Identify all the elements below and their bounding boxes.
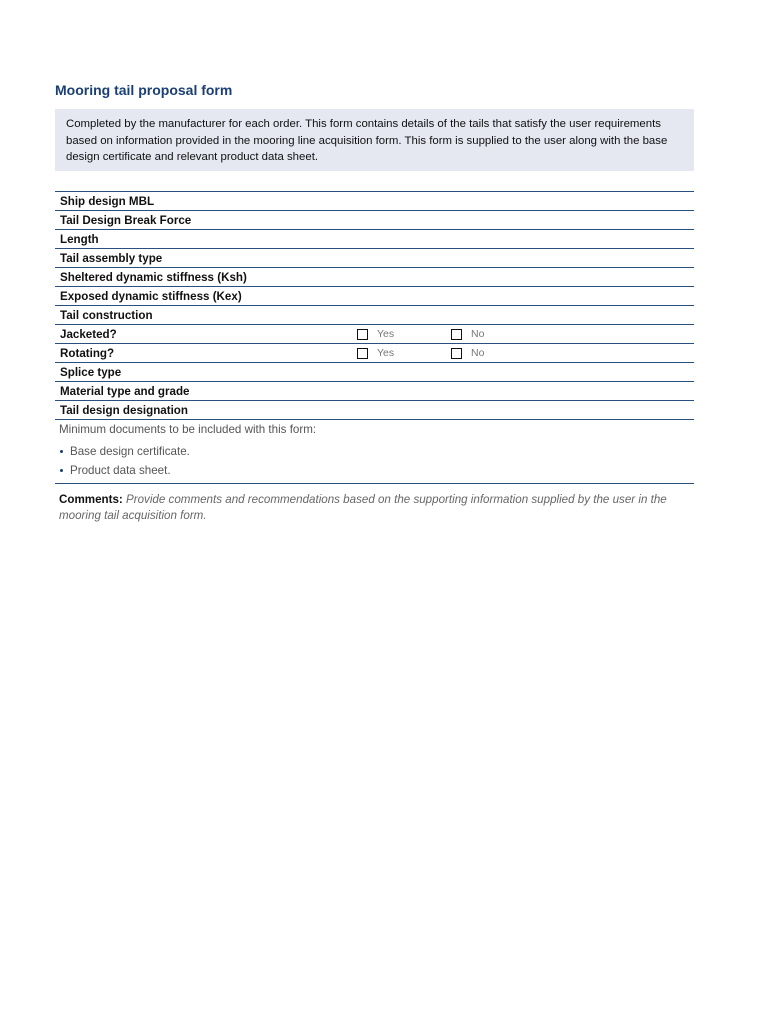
jacketed-no-option[interactable] (451, 328, 484, 340)
document-name: Base design certificate. (70, 445, 190, 458)
row-label: Tail Design Break Force (60, 214, 192, 227)
form-row-exposed-dynamic-stiffness (55, 287, 694, 306)
form-row-sheltered-dynamic-stiffness (55, 268, 694, 287)
option-label-no: No (471, 328, 485, 340)
checkbox-icon[interactable] (357, 329, 368, 340)
option-label-yes: Yes (377, 347, 395, 359)
row-label: Material type and grade (60, 385, 190, 398)
row-label: Tail assembly type (60, 252, 163, 265)
form-row-length (55, 230, 694, 249)
rotating-no-option[interactable] (451, 347, 484, 359)
row-label: Length (60, 233, 99, 246)
bullet-icon (60, 469, 63, 472)
row-label: Tail construction (60, 309, 153, 322)
row-label: Jacketed? (60, 328, 117, 341)
row-label: Rotating? (60, 347, 115, 360)
form-row-tail-design-designation (55, 401, 694, 420)
documents-list (59, 442, 694, 480)
rotating-yes-option[interactable] (357, 347, 394, 359)
row-label: Tail design designation (60, 404, 188, 417)
row-label: Splice type (60, 366, 122, 379)
documents-heading: Minimum documents to be included with this form: (59, 423, 317, 436)
bullet-icon (60, 450, 63, 453)
comments-block (59, 492, 689, 524)
form-row-tail-construction (55, 306, 694, 325)
page-title: Mooring tail proposal form (55, 82, 233, 98)
checkbox-icon[interactable] (451, 348, 462, 359)
option-label-no: No (471, 347, 485, 359)
form-row-rotating (55, 344, 694, 363)
form-row-tail-assembly-type (55, 249, 694, 268)
comments-label: Comments: (59, 493, 123, 506)
intro-box: Completed by the manufacturer for each order. This form contains details of the tails that satisfy the user requirements based on information provided in the mooring line acquisition form. This form is supplied to the user along with the base design certificate and relevant product data sheet. (55, 109, 694, 171)
jacketed-yes-option[interactable] (357, 328, 394, 340)
checkbox-icon[interactable] (357, 348, 368, 359)
form-row-material-type-and-grade (55, 382, 694, 401)
form-row-ship-design-mbl (55, 192, 694, 211)
checkbox-icon[interactable] (451, 329, 462, 340)
form-row-tail-design-break-force (55, 211, 694, 230)
list-item (59, 461, 694, 480)
document-name: Product data sheet. (70, 464, 171, 477)
row-label: Exposed dynamic stiffness (Kex) (60, 290, 242, 303)
list-item (59, 442, 694, 461)
form-row-jacketed (55, 325, 694, 344)
row-label: Sheltered dynamic stiffness (Ksh) (60, 271, 247, 284)
comments-text: Provide comments and recommendations based on the supporting information supplied by the user in the mooring tail acquisition form. (59, 493, 667, 522)
row-label: Ship design MBL (60, 195, 155, 208)
documents-section (55, 420, 694, 484)
form-table (55, 191, 694, 484)
option-label-yes: Yes (377, 328, 395, 340)
form-row-splice-type (55, 363, 694, 382)
